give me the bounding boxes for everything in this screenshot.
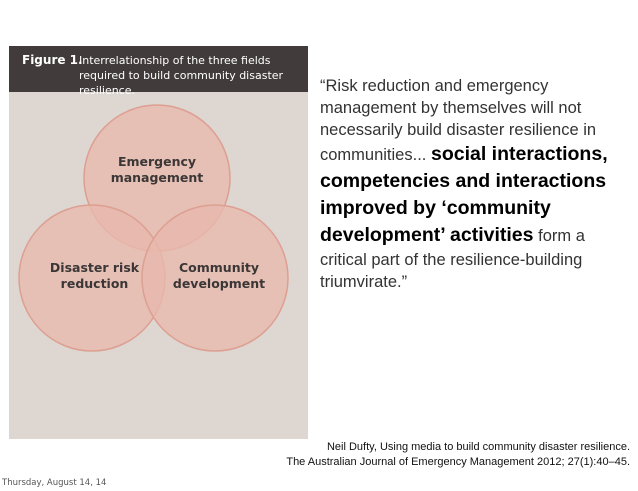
citation xyxy=(286,440,630,470)
quote-text xyxy=(320,75,620,293)
quote-emphasis: social interactions, competencies and interactions improved by ‘community development’ activities xyxy=(320,143,608,246)
quote-ending: form a critical part of the resilience-building triumvirate.” xyxy=(320,227,585,291)
label-emergency-management: Emergency management xyxy=(110,154,204,185)
citation-line-1: Neil Dufty, Using media to build community disaster resilience. xyxy=(326,441,630,453)
figure-title: Interrelationship of the three fields required to build community disaster resilience. xyxy=(79,54,284,97)
label-disaster-risk-reduction: Disaster risk reduction xyxy=(49,260,140,291)
label-community-development: Community development xyxy=(172,260,266,291)
venn-diagram xyxy=(9,46,308,439)
slide-date: Thursday, August 14, 14 xyxy=(2,478,107,488)
quote-intro: “Risk reduction and emergency management by themselves will not necessarily build disaster resilience in communities... xyxy=(320,77,597,164)
venn-figure xyxy=(9,46,308,439)
citation-line-2: The Australian Journal of Emergency Management 2012; 27(1):40–45. xyxy=(286,456,630,468)
figure-label: Figure 1. xyxy=(22,53,83,67)
